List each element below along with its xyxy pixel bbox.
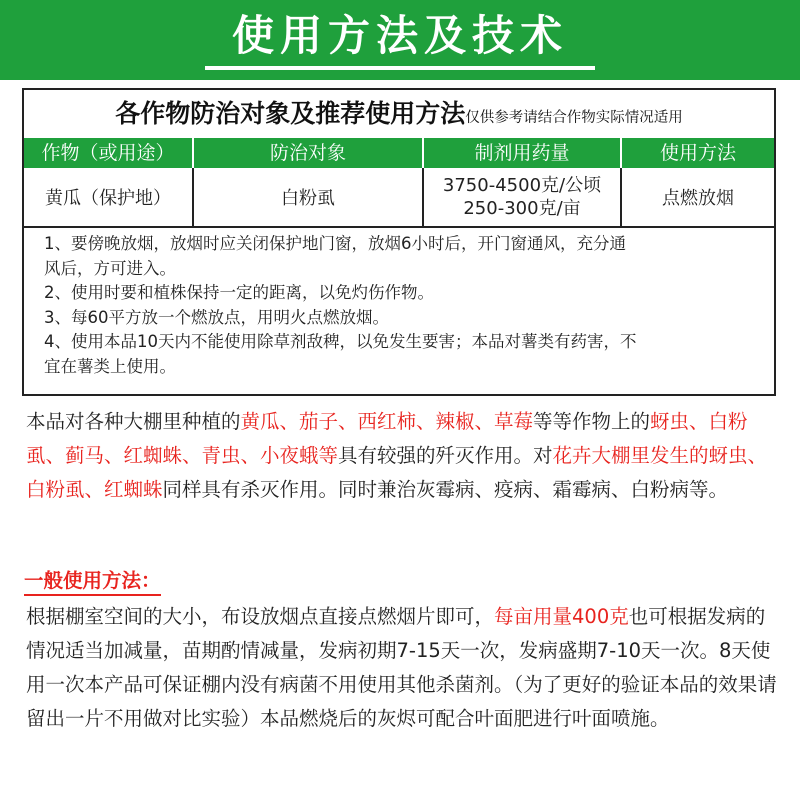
- note-line: 4、使用本品10天内不能使用除草剂敌稗，以免发生要害；本品对薯类有药害，不: [44, 332, 637, 351]
- intro-crops-highlight: 黄瓜、茄子、西红柿、辣椒、草莓: [240, 410, 534, 433]
- note-line: 宜在薯类上使用。: [44, 356, 176, 376]
- dose-per-hectare: 3750-4500克/公顷: [442, 175, 602, 196]
- note-line: 风后，方可进入。: [44, 258, 176, 278]
- title-underline: [205, 66, 595, 70]
- column-header-crop: 作物（或用途）: [24, 138, 194, 168]
- column-header-method: 使用方法: [659, 142, 736, 164]
- dose-per-mu: 250-300克/亩: [463, 198, 581, 219]
- intro-pests-highlight: 蚜虫、白粉虱、蓟马、红蜘蛛、青虫、小夜蛾等: [26, 410, 748, 467]
- intro-flowers-highlight: 花卉大棚里发生的蚜虫、白粉虱、红蜘蛛: [26, 444, 768, 501]
- table-title: [24, 90, 774, 140]
- intro-text: 具有较强的歼灭作用。对: [338, 444, 553, 467]
- table-header-row: [24, 138, 774, 168]
- note-line: 2、使用时要和植株保持一定的距离，以免灼伤作物。: [44, 283, 434, 302]
- usage-notes: [44, 232, 764, 379]
- column-header-target: 防治对象: [194, 138, 424, 168]
- column-header-dose: 制剂用药量: [424, 138, 622, 168]
- table-row: [24, 168, 774, 228]
- intro-paragraph: [26, 405, 781, 507]
- intro-text: 本品对各种大棚里种植的: [26, 410, 241, 433]
- cell-method: 点燃放烟: [662, 188, 734, 209]
- usage-text: 根据棚室空间的大小，布设放烟点直接点燃烟片即可，: [26, 605, 495, 628]
- note-line: 3、每60平方放一个燃放点，用明火点燃放烟。: [44, 307, 389, 327]
- cell-dose: [424, 168, 622, 226]
- table-title-sub: 仅供参考请结合作物实际情况适用: [465, 110, 683, 126]
- header-bar: [0, 0, 800, 80]
- note-line: 1、要傍晚放烟，放烟时应关闭保护地门窗，放烟6小时后，开门窗通风，充分通: [44, 234, 626, 253]
- usage-paragraph: [26, 600, 781, 736]
- table-title-main: 各作物防治对象及推荐使用方法: [115, 99, 466, 128]
- intro-text: 同样具有杀灭作用。同时兼治灰霉病、疫病、霜霉病、白粉病等。: [162, 478, 729, 501]
- usage-table: [22, 88, 776, 396]
- usage-heading: 一般使用方法：: [24, 568, 161, 596]
- intro-text: 等等作物上的: [533, 410, 651, 433]
- usage-text: 也可根据发病的情况适当加减量，苗期酌情减量，发病初期7-15天一次，发病盛期7-10天一次。8天使用一次本产品可保证棚内没有病菌不用使用其他杀菌剂。（为了更好的验证本品的效果请留出一片不用做对比实验）本品燃烧后的灰烬可配合叶面肥进行叶面喷施。: [26, 605, 777, 730]
- cell-crop: 黄瓜（保护地）: [24, 168, 194, 226]
- page-title: 使用方法及技术: [231, 11, 568, 60]
- cell-target: 白粉虱: [194, 168, 424, 226]
- usage-dose-highlight: 每亩用量400克: [494, 605, 629, 628]
